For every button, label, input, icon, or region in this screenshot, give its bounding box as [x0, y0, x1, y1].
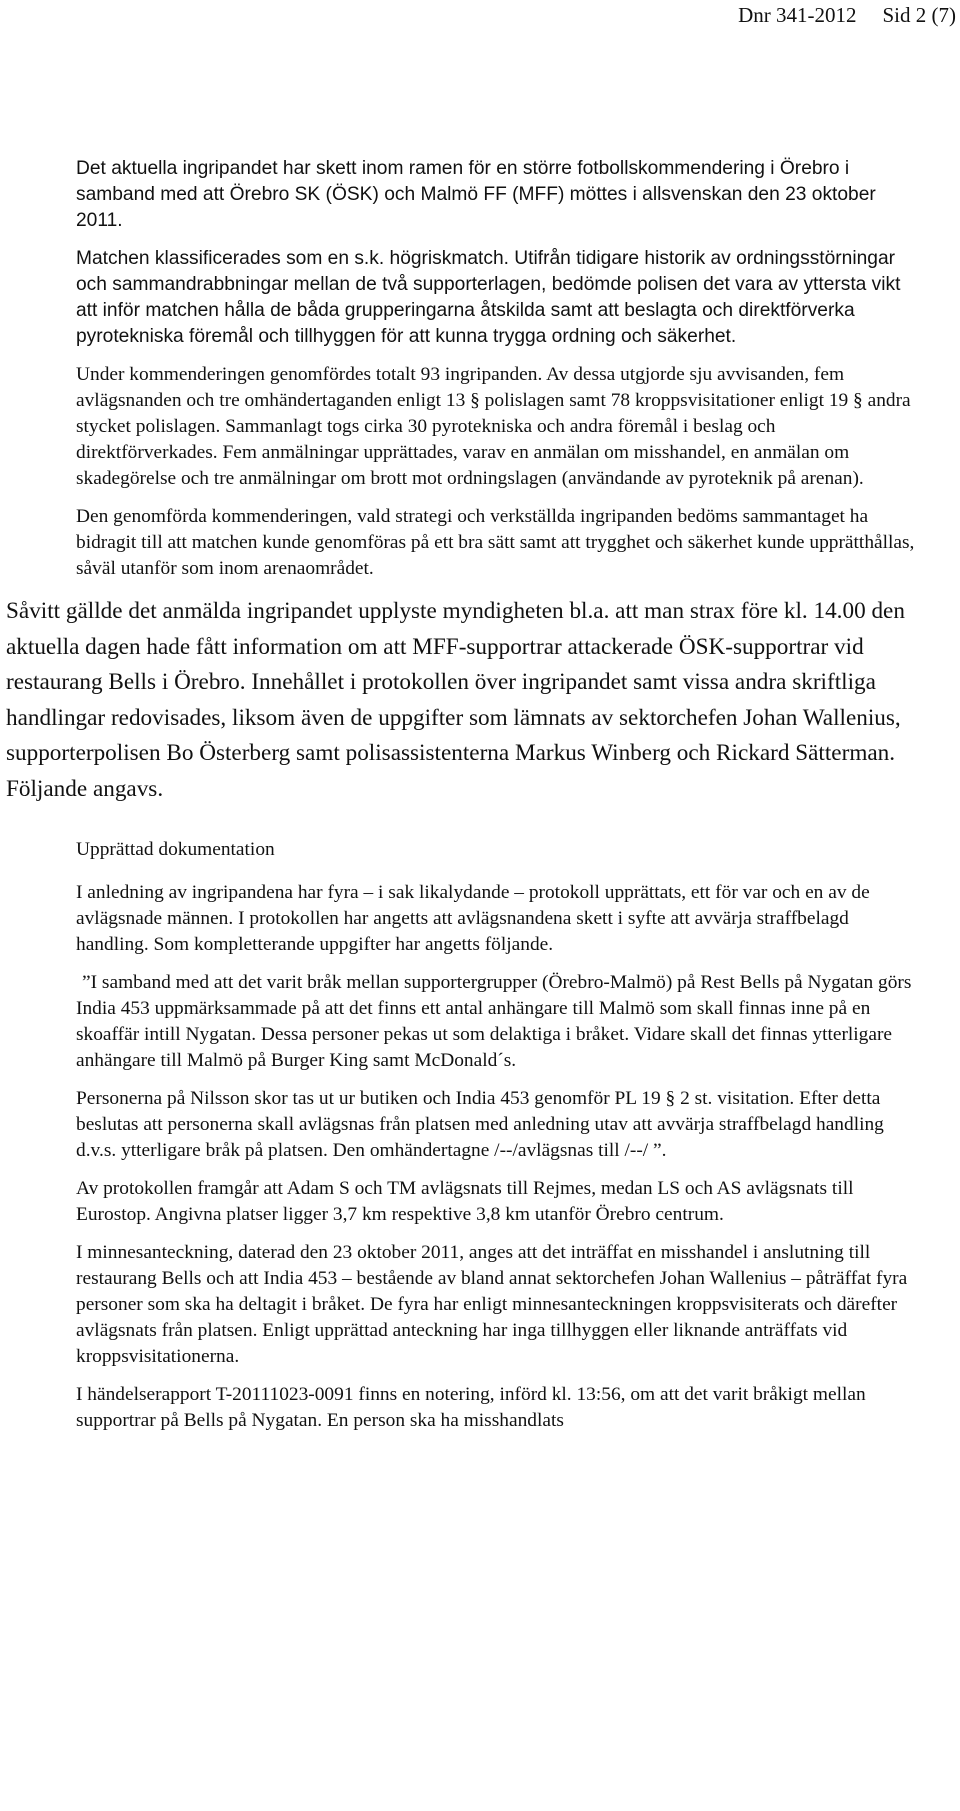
page-number: Sid 2 (7)	[882, 3, 956, 27]
paragraph-incident-report: I händelserapport T-20111023-0091 finns en notering, införd kl. 13:56, om att det varit bråkigt mellan supportrar på Bells på Nygatan. En person ska ha misshandlats	[76, 1384, 866, 1431]
diarienummer: Dnr 341-2012	[738, 3, 857, 27]
page-header	[738, 2, 956, 28]
paragraph-visitation: Personerna på Nilsson skor tas ut ur butiken och India 453 genomför PL 19 § 2 st. visitation. Efter detta beslutas att personerna skall avlägsnas från platsen med anledning utav att avvärja straffbelagd handling d.v.s. ytterligare bråk på platsen. Den omhändertagne /--/avlägsnas till /--/ ”.	[76, 1088, 884, 1161]
paragraph-background: Det aktuella ingripandet har skett inom ramen för en större fotbollskommendering i Örebro i samband med att Örebro SK (ÖSK) och Malmö FF (MFF) möttes i allsvenskan den 23 oktober 2011.	[76, 158, 876, 231]
paragraph-protocols: I anledning av ingripandena har fyra – i sak likalydande – protokoll upprättats, ett för var och en av de avlägsnade männen. I protokollen har angetts att avlägsnandena skett i syfte att avvärja straffbelagd handling. Som kompletterande uppgifter har angetts följande.	[76, 882, 870, 955]
paragraph-match-classification: Matchen klassificerades som en s.k. högriskmatch. Utifrån tidigare historik av ordningsstörningar och sammandrabbningar mellan de två supporterlagen, bedömde polisen det vara av yttersta vikt att inför matchen hålla de båda grupperingarna åtskilda samt att beslagta och direktförverka pyrotekniska föremål och tillhyggen för att kunna trygga ordning och säkerhet.	[76, 248, 901, 347]
paragraph-removal-locations: Av protokollen framgår att Adam S och TM avlägsnats till Rejmes, medan LS och AS avlägsnats till Eurostop. Angivna platser ligger 3,7 km respektive 3,8 km utanför Örebro centrum.	[76, 1178, 854, 1225]
section-heading: Upprättad dokumentation	[76, 839, 275, 860]
document-body	[0, 156, 960, 1446]
paragraph-authority-statement: Såvitt gällde det anmälda ingripandet upplyste myndigheten bl.a. att man strax före kl. 14.00 den aktuella dagen hade fått information om att MFF-supportrar attackerade ÖSK-supportrar vid restaurang Bells i Örebro. Innehållet i protokollen över ingripandet samt vissa andra skriftliga handlingar redovisades, liksom även de uppgifter som lämnats av sektorchefen Johan Wallenius, supporterpolisen Bo Österberg samt polisassistenterna Markus Winberg och Rickard Sätterman. Följande angavs.	[6, 598, 905, 802]
paragraph-interventions: Under kommenderingen genomfördes totalt 93 ingripanden. Av dessa utgjorde sju avvisanden, fem avlägsnanden och tre omhändertaganden enligt 13 § polislagen samt 78 kroppsvisitationer enligt 19 § andra stycket polislagen. Sammanlagt togs cirka 30 pyrotekniska och andra föremål i beslag och direktförverkades. Fem anmälningar upprättades, varav en anmälan om misshandel, en anmälan om skadegörelse och tre anmälningar om brott mot ordningslagen (användande av pyroteknik på arenan).	[76, 364, 911, 489]
paragraph-memo: I minnesanteckning, daterad den 23 oktober 2011, anges att det inträffat en misshandel i anslutning till restaurang Bells och att India 453 – bestående av bland annat sektorchefen Johan Wallenius – påträffat fyra personer som ska ha deltagit i bråket. De fyra har enligt minnesanteckningen kroppsvisiterats och därefter avlägsnats från platsen. Enligt upprättad anteckning har inga tillhyggen eller liknande anträffats vid kroppsvisitationerna.	[76, 1242, 908, 1367]
paragraph-quote: ”I samband med att det varit bråk mellan supportergrupper (Örebro-Malmö) på Rest Bells på Nygatan görs India 453 uppmärksammade på att det finns ett antal anhängare till Malmö som skall finnas inne på en skoaffär intill Nygatan. Dessa personer pekas ut som delaktiga i bråket. Vidare skall det finnas ytterligare anhängare till Malmö på Burger King samt McDonald´s.	[76, 972, 912, 1071]
paragraph-assessment: Den genomförda kommenderingen, vald strategi och verkställda ingripanden bedöms sammantaget ha bidragit till att matchen kunde genomföras på ett bra sätt samt att trygghet och säkerhet kunde upprätthållas, såväl utanför som inom arenaområdet.	[76, 506, 915, 579]
